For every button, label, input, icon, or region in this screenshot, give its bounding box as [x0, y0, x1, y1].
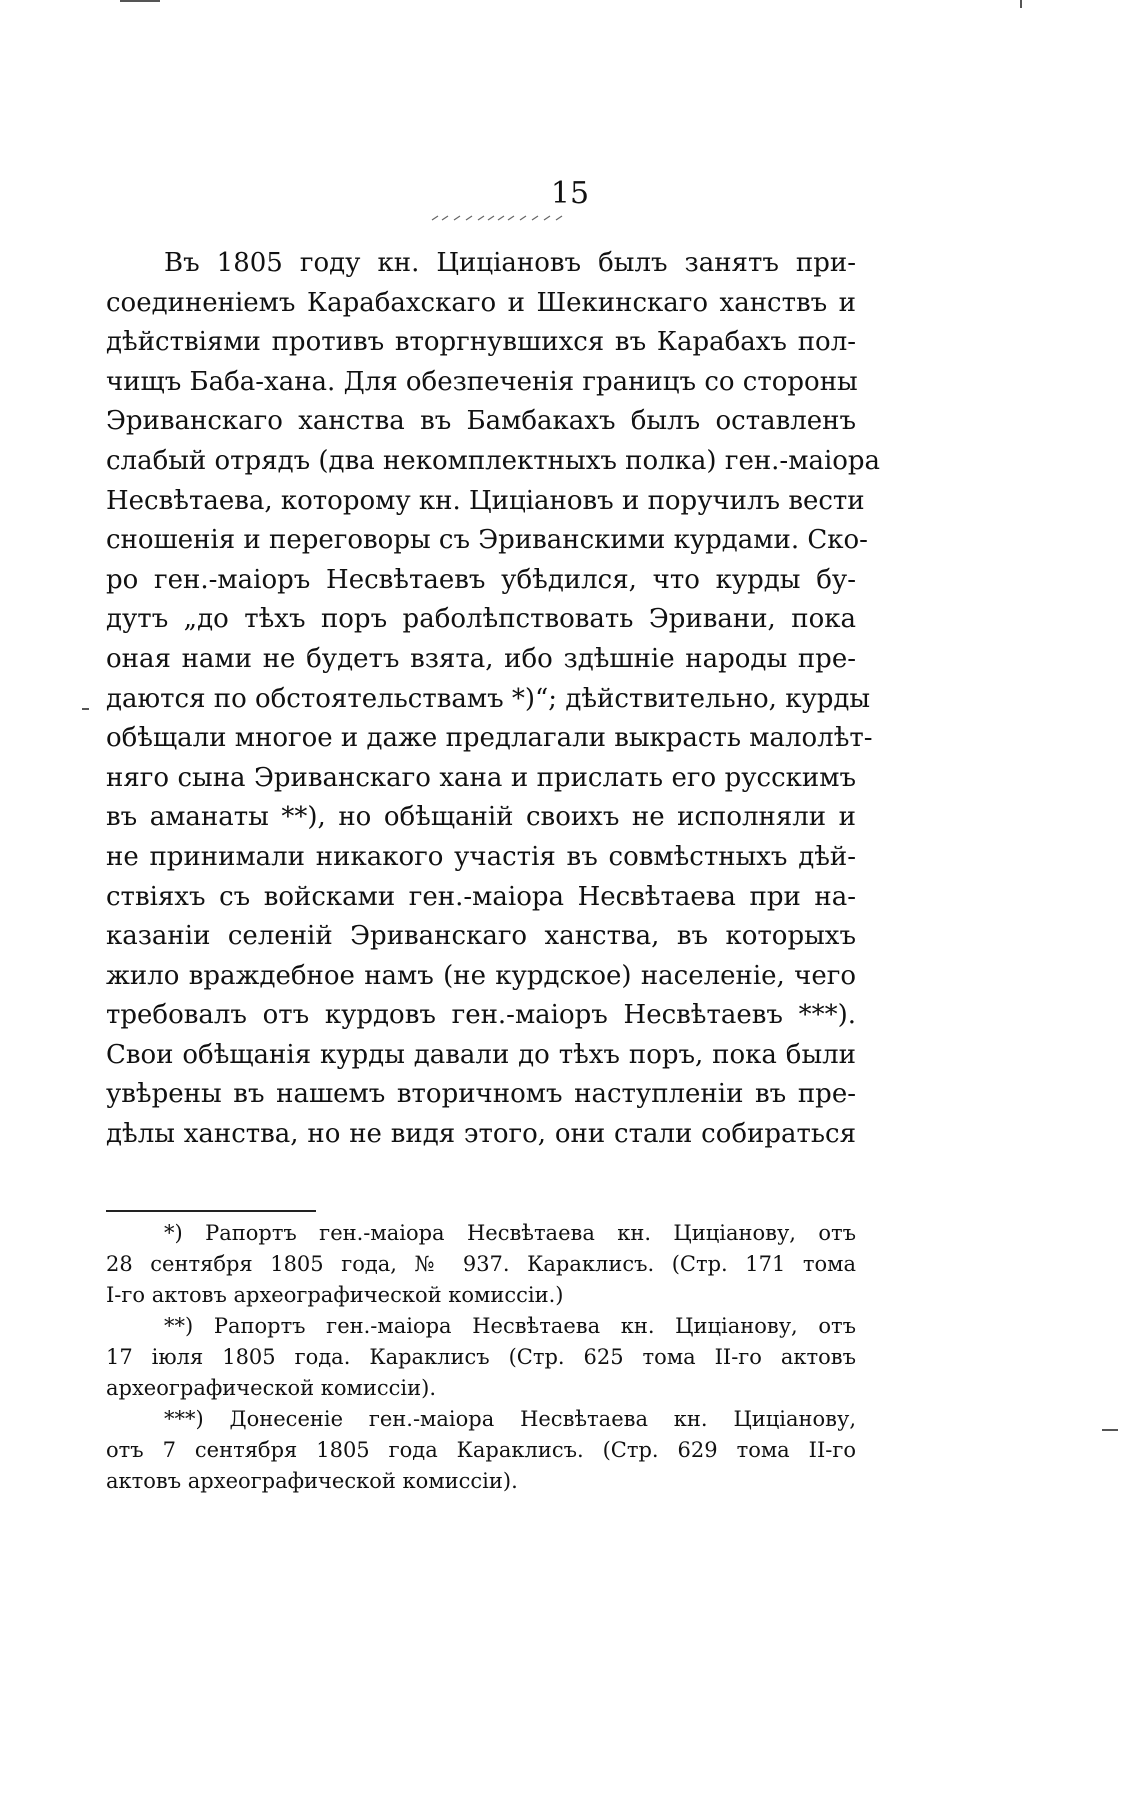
body-line: Эриванскаго ханства въ Бамбакахъ былъ оставленъ	[106, 406, 856, 437]
body-line: не принимали никакого участія въ совмѣстныхъ дѣй-	[106, 841, 856, 872]
body-line: увѣрены въ нашемъ вторичномъ наступленіи въ пре-	[106, 1079, 856, 1110]
page-number-ornament	[430, 214, 570, 222]
body-line: оная нами не будетъ взята, ибо здѣшніе народы пре-	[106, 643, 856, 674]
body-line: Въ 1805 году кн. Циціановъ былъ занятъ при-	[164, 248, 856, 278]
body-line: даются по обстоятельствамъ *)“; дѣйствительно, курды	[106, 683, 871, 714]
footnote-2-line: археографической комиссіи).	[106, 1376, 436, 1400]
footnote-1-line: І-го актовъ археографической комиссіи.)	[106, 1283, 564, 1307]
body-line: казаніи селеній Эриванскаго ханства, въ которыхъ	[106, 921, 856, 952]
body-line: соединеніемъ Карабахскаго и Шекинскаго ханствъ и	[106, 287, 856, 318]
footnote-3-line: отъ 7 сентября 1805 года Караклисъ. (Стр. 629 тома ІІ-го	[106, 1438, 856, 1462]
footnote-divider	[106, 1210, 316, 1212]
main-text	[106, 244, 881, 1155]
footnote-3-line: актовъ археографической комиссіи).	[106, 1469, 518, 1493]
body-line: дѣйствіями противъ вторгнувшихся въ Карабахъ пол-	[106, 327, 856, 358]
scan-mark-left	[82, 708, 89, 710]
footnote-3-line: ***) Донесеніе ген.-маіора Несвѣтаева кн. Циціанову,	[164, 1407, 856, 1431]
body-line: въ аманаты **), но обѣщаній своихъ не исполняли и	[106, 802, 856, 833]
body-line: чищъ Баба-хана. Для обезпеченія границъ со стороны	[106, 366, 858, 397]
body-line: ро ген.-маіоръ Несвѣтаевъ убѣдился, что курды бу-	[106, 564, 856, 595]
scan-mark-top-right	[1020, 0, 1022, 8]
scan-mark-right	[1102, 1429, 1118, 1431]
footnote-1-line: 28 сентября 1805 года, № 937. Караклисъ. (Стр. 171 тома	[106, 1252, 856, 1276]
body-line: няго сына Эриванскаго хана и прислать его русскимъ	[106, 762, 856, 793]
footnote-1-line: *) Рапортъ ген.-маіора Несвѣтаева кн. Циціанову, отъ	[164, 1221, 856, 1245]
body-line: обѣщали многое и даже предлагали выкрасть малолѣт-	[106, 723, 873, 754]
footnote-2-line: **) Рапортъ ген.-маіора Несвѣтаева кн. Циціанову, отъ	[164, 1314, 856, 1338]
body-line: дѣлы ханства, но не видя этого, они стали собираться	[106, 1119, 856, 1150]
body-line: требовалъ отъ курдовъ ген.-маіоръ Несвѣтаевъ ***).	[106, 1000, 856, 1031]
body-line: ствіяхъ съ войсками ген.-маіора Несвѣтаева при на-	[106, 881, 856, 912]
body-line: дутъ „до тѣхъ поръ раболѣпствовать Эривани, пока	[106, 604, 856, 635]
body-line: сношенія и переговоры съ Эриванскими курдами. Ско-	[106, 525, 868, 556]
body-line: жило враждебное намъ (не курдское) населеніе, чего	[106, 960, 856, 991]
footnote-2-line: 17 іюля 1805 года. Караклисъ (Стр. 625 тома ІІ-го актовъ	[106, 1345, 856, 1369]
scan-mark-top	[120, 0, 160, 2]
footnotes	[106, 1218, 856, 1497]
body-line: Свои обѣщанія курды давали до тѣхъ поръ, пока были	[106, 1039, 856, 1070]
body-line: Несвѣтаева, которому кн. Циціановъ и поручилъ вести	[106, 485, 865, 516]
body-line: слабый отрядъ (два некомплектныхъ полка) ген.-маіора	[106, 445, 881, 476]
page-number: 15	[550, 176, 590, 211]
